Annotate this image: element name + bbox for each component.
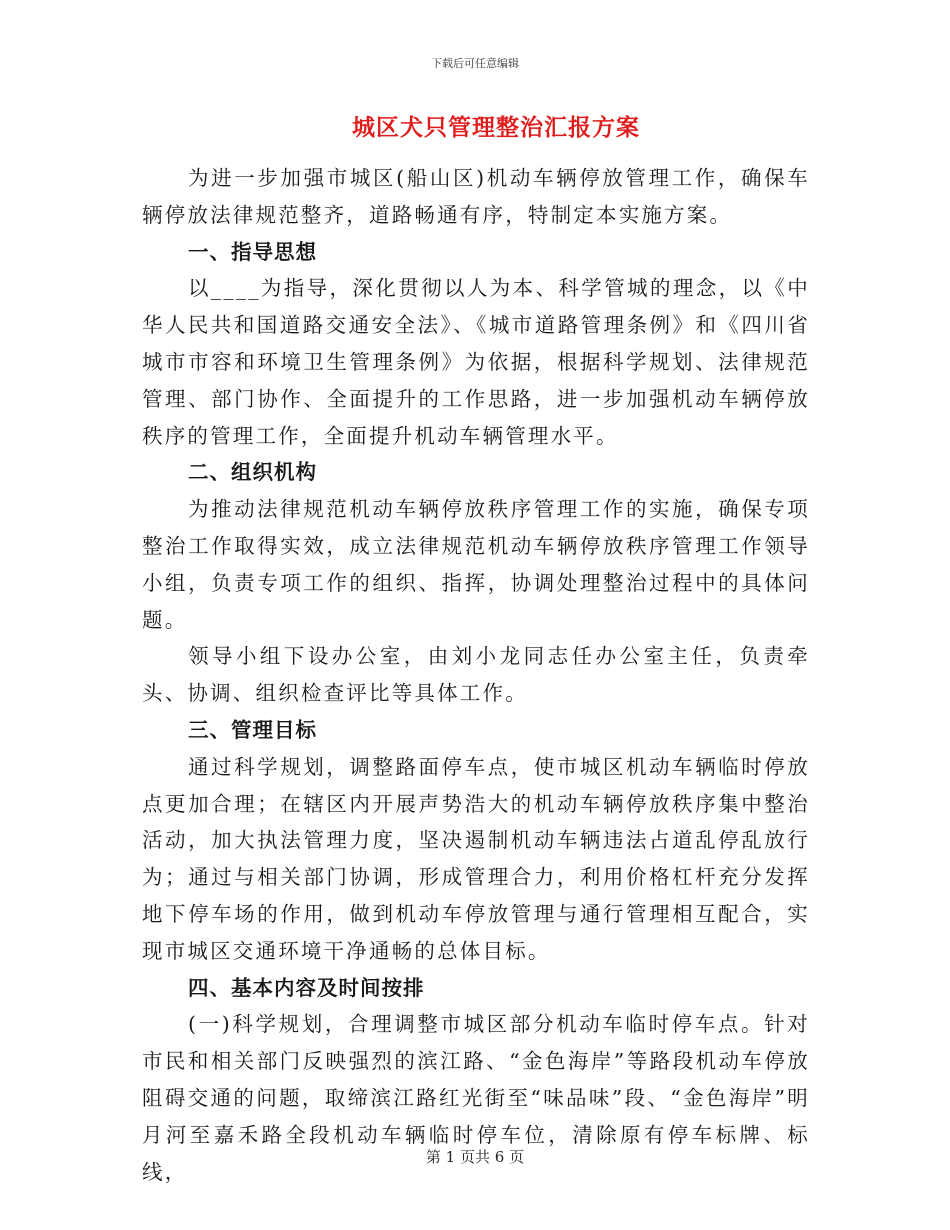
document-title: 城区犬只管理整治汇报方案 <box>352 115 640 141</box>
section-paragraph-content-schedule: (一)科学规划，合理调整市城区部分机动车临时停车点。针对市民和相关部门反映强烈的滨江路、“金色海岸”等路段机动车停放阻碍交通的问题，取缔滨江路红光街至“味品味”段、“金色海岸”明月河至嘉禾路全段机动车辆临时停车位，清除原有停车标牌、标线， <box>142 1012 810 1184</box>
section-paragraph-guiding-ideology: 以____为指导，深化贯彻以人为本、科学管城的理念，以《中华人民共和国道路交通安全法》、《城市道路管理条例》和《四川省城市市容和环境卫生管理条例》为依据，根据科学规划、法律规范管理、部门协作、全面提升的工作思路，进一步加强机动车辆停放秩序的管理工作，全面提升机动车辆管理水平。 <box>142 276 810 448</box>
section-heading-organization: 二、组织机构 <box>188 460 317 485</box>
section-paragraph-office: 领导小组下设办公室，由刘小龙同志任办公室主任，负责牵头、协调、组织检查评比等具体工作。 <box>142 644 810 706</box>
header-note: 下载后可任意编辑 <box>431 57 519 70</box>
page-number: 第 1 页共 6 页 <box>425 1148 525 1166</box>
section-heading-management-goals: 三、管理目标 <box>188 717 317 742</box>
section-heading-guiding-ideology: 一、指导思想 <box>188 239 317 264</box>
section-paragraph-management-goals: 通过科学规划，调整路面停车点，使市城区机动车辆临时停放点更加合理；在辖区内开展声势浩大的机动车辆停放秩序集中整治活动，加大执法管理力度，坚决遏制机动车辆违法占道乱停乱放行为；通过与相关部门协调，形成管理合力，利用价格杠杆充分发挥地下停车场的作用，做到机动车停放管理与通行管理相互配合，实现市城区交通环境干净通畅的总体目标。 <box>142 754 810 963</box>
section-heading-content-schedule: 四、基本内容及时间按排 <box>188 975 425 1000</box>
document-body <box>142 110 810 1190</box>
section-paragraph-organization: 为推动法律规范机动车辆停放秩序管理工作的实施，确保专项整治工作取得实效，成立法律规范机动车辆停放秩序管理工作领导小组，负责专项工作的组织、指挥，协调处理整治过程中的具体问题。 <box>142 497 810 632</box>
intro-paragraph: 为进一步加强市城区(船山区)机动车辆停放管理工作，确保车辆停放法律规范整齐，道路畅通有序，特制定本实施方案。 <box>142 166 810 227</box>
